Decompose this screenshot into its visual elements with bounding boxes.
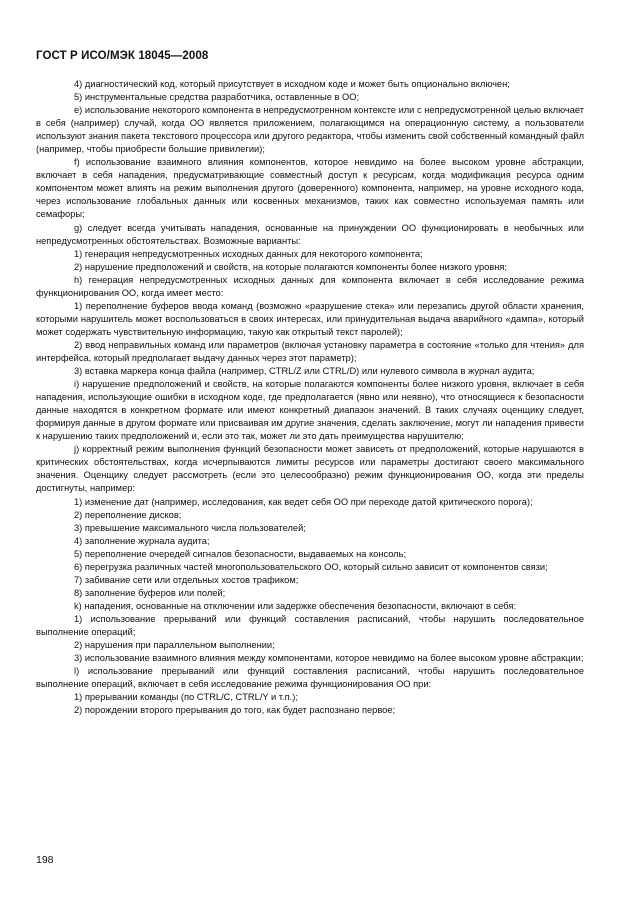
paragraph: l) использование прерываний или функций составления расписаний, чтобы нарушить последовательное выполнение операций, включает в себя исследование режима функционирования ОО при: (36, 666, 584, 690)
paragraph: 2) ввод неправильных команд или параметров (включая установку параметра в состояние «только для чтения» для интерфейса, который предполагает выдачу данных через этот параметр); (36, 339, 584, 363)
paragraph: 7) забивание сети или отдельных хостов трафиком; (74, 574, 299, 585)
paragraph: g) следует всегда учитывать нападения, основанные на принуждении ОО функционировать в необычных или непредусмотренных обстоятельствах. Возможные варианты: (36, 222, 584, 246)
paragraph: 2) нарушения при параллельном выполнении; (74, 640, 275, 651)
paragraph: 4) заполнение журнала аудита; (74, 535, 210, 546)
paragraph: i) нарушение предположений и свойств, на которые полагаются компоненты более низкого уровня, включает в себя нападения, использующие ошибки в исходном коде, где предполагается (явно или неявно), что относящиеся к безопасности данные находятся в конкретном формате или имеют конкретный диапазон значений. В таких случаях оценщику следует, формируя данные в другом формате или присваивая им другие значения, сделать заключение, могут ли нападения привести к нарушению таких предположений и, если это так, может ли это дать преимущества нарушителю; (36, 379, 584, 442)
paragraph: 5) инструментальные средства разработчика, оставленные в ОО; (74, 92, 360, 103)
paragraph: k) нападения, основанные на отключении или задержке обеспечения безопасности, включают в себя: (74, 600, 517, 611)
paragraph: е) использование некоторого компонента в непредусмотренном контексте или с непредусмотренной целью включает в себя (например) случай, когда ОО является приложением, полагающимся на операционную систему, а пользователи используют знания пакета текстового процессора или другого редактора, чтобы изменить свой собственный командный файл (например, чтобы приобрести большие привилегии); (36, 105, 584, 155)
paragraph: 2) нарушение предположений и свойств, на которые полагаются компоненты более низкого уровня; (74, 261, 507, 272)
paragraph: 5) переполнение очередей сигналов безопасности, выдаваемых на консоль; (74, 548, 407, 559)
paragraph: f) использование взаимного влияния компонентов, которое невидимо на более высоком уровне абстракции, включает в себя нападения, предусматривающие совместный доступ к ресурсам, когда модификация ресурса одним компонентом может влиять на режим выполнения другого (доверенного) компонента, например, на уровне исходного кода, через использование глобальных данных или косвенных механизмов, таких как совместно используемая память или семафоры; (36, 157, 584, 220)
paragraph: 1) изменение дат (например, исследования, как ведет себя ОО при переходе датой критического порога); (74, 496, 533, 507)
paragraph: 3) использование взаимного влияния между компонентами, которое невидимо на более высоком уровне абстракции; (74, 653, 584, 664)
paragraph: 2) переполнение дисков; (74, 509, 182, 520)
paragraph: 6) перегрузка различных частей многопользовательского ОО, который сильно зависит от компонентов связи; (74, 561, 548, 572)
paragraph: 1) генерация непредусмотренных исходных данных для некоторого компонента; (74, 248, 423, 259)
paragraph: 1) переполнение буферов ввода команд (возможно «разрушение стека» или перезапись другой области хранения, которыми нарушитель может воспользоваться в своих интересах, или принудительная выдача аварийного «дампа», который может содержать чувствительную информацию, такую как открытый текст паролей); (36, 300, 584, 337)
paragraph: 4) диагностический код, который присутствует в исходном коде и может быть опционально включен; (74, 79, 510, 89)
paragraph: 1) использование прерываний или функций составления расписаний, чтобы нарушить последовательное выполнение операций; (36, 613, 584, 637)
paragraph: 1) прерывании команды (по CTRL/C, CTRL/Y и т.п.); (74, 692, 298, 703)
paragraph: 3) вставка маркера конца файла (например, CTRL/Z или CTRL/D) или нулевого символа в журнал аудита; (74, 366, 535, 377)
page-number: 198 (36, 854, 54, 866)
paragraph: 8) заполнение буферов или полей; (74, 587, 226, 598)
paragraph: h) генерация непредусмотренных исходных данных для компонента включает в себя исследование режима функционирования ОО, когда имеет место: (36, 274, 584, 298)
paragraph: 2) порождении второго прерывания до того, как будет распознано первое; (74, 705, 396, 716)
paragraph: 3) превышение максимального числа пользователей; (74, 522, 306, 533)
document-body (36, 78, 584, 717)
document-header: ГОСТ Р ИСО/МЭК 18045—2008 (36, 50, 209, 62)
paragraph: j) корректный режим выполнения функций безопасности может зависеть от предположений, которые нарушаются в критических обстоятельствах, когда исчерпываются лимиты ресурсов или параметры достигают своего максимального значения. Оценщику следует рассмотреть (если это целесообразно) режим функционирования ОО, когда эти пределы достигнуты, например: (36, 444, 584, 494)
